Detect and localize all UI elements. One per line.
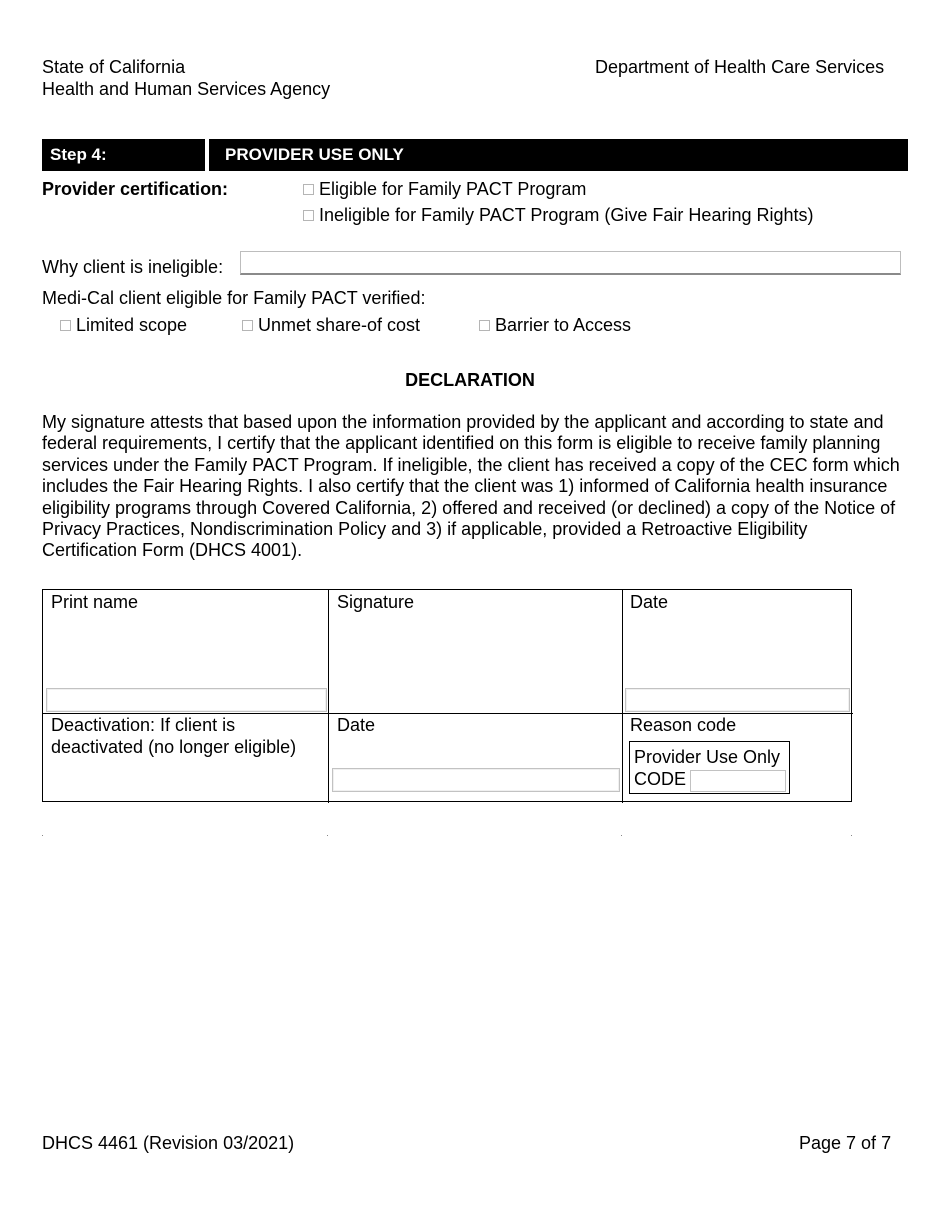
limited-scope-option[interactable] <box>60 315 187 336</box>
limited-scope-label: Limited scope <box>76 315 188 335</box>
ineligible-option[interactable] <box>303 205 813 226</box>
declaration-title: DECLARATION <box>405 370 535 390</box>
medi-cal-verified-label: Medi-Cal client eligible for Family PACT verified: <box>42 288 426 308</box>
agency-name: Health and Human Services Agency <box>42 79 331 99</box>
table-divider <box>622 590 623 803</box>
deactivation-label <box>51 714 296 758</box>
why-ineligible-input[interactable] <box>240 251 901 275</box>
declaration-text: My signature attests that based upon the information provided by the applicant and according to state and federal requirements, I certify that the applicant identified on this form is eligible to receive family planning services under the Family PACT Program. If ineligible, the client has received a copy of the CEC form which includes the Fair Hearing Rights. I also certify that the client was 1) informed of California health insurance eligibility programs through Covered California, 2) offered and received (or declined) a copy of the Notice of Privacy Practices, Nondiscrimination Policy and 3) if applicable, provided a Retroactive Eligibility Certification Form (DHCS 4001). <box>42 412 900 561</box>
department-name: Department of Health Care Services <box>595 57 885 77</box>
eligible-checkbox[interactable] <box>303 184 314 195</box>
unmet-share-of-cost-checkbox[interactable] <box>242 320 253 331</box>
header-agency <box>42 56 330 100</box>
table-remnant-dot <box>621 835 622 836</box>
reason-code-input[interactable] <box>690 770 786 792</box>
date-label: Date <box>630 592 669 612</box>
date-input[interactable] <box>625 688 850 712</box>
provider-use-only-text: Provider Use Only <box>634 747 781 767</box>
eligible-option[interactable] <box>303 179 586 200</box>
provider-certification-label: Provider certification: <box>42 179 229 199</box>
code-text: CODE <box>634 769 687 789</box>
limited-scope-checkbox[interactable] <box>60 320 71 331</box>
unmet-share-of-cost-label: Unmet share-of cost <box>258 315 421 335</box>
state-name: State of California <box>42 57 186 77</box>
step-title: PROVIDER USE ONLY <box>225 145 404 164</box>
step-label: Step 4: <box>50 145 107 164</box>
table-divider <box>328 590 329 803</box>
step-bar <box>42 139 908 171</box>
page-number: Page 7 of 7 <box>799 1133 892 1153</box>
barrier-to-access-label: Barrier to Access <box>495 315 632 335</box>
deactivation-date-label: Date <box>337 715 376 735</box>
table-remnant-dot <box>851 835 852 836</box>
signature-label: Signature <box>337 592 415 612</box>
reason-code-label: Reason code <box>630 715 737 735</box>
signature-table <box>42 589 852 802</box>
barrier-to-access-checkbox[interactable] <box>479 320 490 331</box>
step-divider <box>205 139 209 171</box>
deactivation-label-line1: Deactivation: If client is <box>51 715 236 735</box>
table-remnant-dot <box>42 835 43 836</box>
eligible-option-label: Eligible for Family PACT Program <box>319 179 587 199</box>
print-name-label: Print name <box>51 592 139 612</box>
barrier-to-access-option[interactable] <box>479 315 631 336</box>
deactivation-date-input[interactable] <box>332 768 620 792</box>
form-id: DHCS 4461 (Revision 03/2021) <box>42 1133 295 1153</box>
unmet-share-of-cost-option[interactable] <box>242 315 420 336</box>
ineligible-option-label: Ineligible for Family PACT Program (Give Fair Hearing Rights) <box>319 205 814 225</box>
table-remnant-dot <box>327 835 328 836</box>
print-name-input[interactable] <box>46 688 327 712</box>
provider-code-box <box>629 741 790 794</box>
why-ineligible-label: Why client is ineligible: <box>42 257 224 277</box>
deactivation-label-line2: deactivated (no longer eligible) <box>51 737 297 757</box>
ineligible-checkbox[interactable] <box>303 210 314 221</box>
